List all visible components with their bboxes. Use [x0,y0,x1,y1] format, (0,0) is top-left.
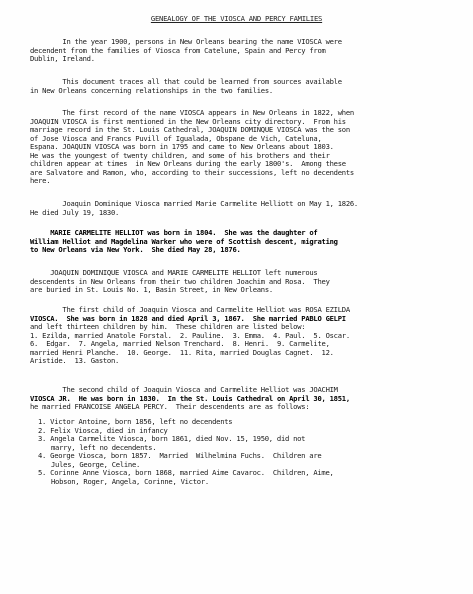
text-line: married Henri Planche. 10. George. 11. Rita, married Douglas Cagnet. 12. [30,347,334,357]
list-item: 2. Felix Viosca, died in infancy [38,425,168,435]
descendents-list [38,418,440,486]
text-line: Dublin, Ireland. [30,54,95,63]
text-line: decendent from the families of Viosca from Catelune, Spain and Percy from [30,45,326,55]
text-line: Aristide. 13. Gaston. [30,356,120,365]
paragraph-first-record [30,109,440,186]
text-line: Espana. JOAQUIN VIOSCA was born in 1795 and came to New Orleans about 1803. [30,142,334,151]
text-line: are buried in St. Louis No. 1, Basin Street, in New Orleans. [30,285,273,294]
text-line: The second child of Joaquin Viosca and Carmelite Helliot was JOACHIM [30,385,338,394]
text-line: in New Orleans concerning relationships in the two families. [30,85,273,95]
paragraph-first-child [30,306,440,366]
paragraph-intro [30,38,440,64]
document-title: GENEALOGY OF THE VIOSCA AND PERCY FAMILIES [150,14,323,23]
text-line: and left thirteen children by him. These children are listed below: [30,322,306,331]
text-line: he married FRANCOISE ANGELA PERCY. Their descendents are as follows: [30,402,310,411]
list-item: 4. George Viosca, born 1857. Married Wilhelmina Fuchs. Children are [38,451,322,460]
list-item: 3. Angela Carmelite Viosca, born 1861, died Nov. 15, 1950, did not [38,434,306,443]
text-line: He was the youngest of twenty children, and some of his brothers and their [30,150,330,160]
paragraph-scope [30,78,440,95]
text-line: JOAQUIN VIOSCA is first mentioned in the New Orleans city directory. From his [30,116,346,126]
text-line: He died July 19, 1830. [30,207,120,217]
text-line: are Salvatore and Ramon, who, according to their successions, left no decendents [30,167,354,177]
text-line: MARIE CARMELITE HELLIOT was born in 1804. She was the daughter of [30,228,318,237]
list-item-continuation: marry, left no decendents. [51,442,157,452]
text-line: VIOSCA. She was born in 1828 and died April 3, 1867. She married PABLO GELPI [30,313,346,323]
text-line: William Helliot and Magdelina Warker who were of Scottish descent, migrating [30,236,338,246]
paragraph-marie-helliot [30,229,440,255]
text-line: This document traces all that could be learned from sources available [30,77,342,86]
text-line: children appear at times in New Orleans during the early 1800's. Among these [30,159,346,168]
text-line: VIOSCA JR. He was born in 1830. In the St. Louis Cathedral on April 30, 1851, [30,393,350,403]
text-line: JOAQUIN DOMINIQUE VIOSCA and MARIE CARMELITE HELLIOT left numerous [30,268,318,277]
list-item: 1. Victor Antoine, born 1856, left no decendents [38,417,233,426]
paragraph-descendents [30,269,440,295]
text-line: The first record of the name VIOSCA appears in New Orleans in 1822, when [30,108,354,117]
text-line: 1. Ezilda, married Anatole Forstal. 2. Pauline. 3. Emma. 4. Paul. 5. Oscar. [30,330,350,340]
text-line: The first child of Joaquin Viosca and Carmelite Helliot was ROSA EZILDA [30,305,350,314]
text-line: of Jose Viosca and Francs Puvill of Igualada, Obspane de Vich, Cateluna, [30,133,322,143]
list-item: 5. Corinne Anne Viosca, born 1868, married Aime Cavaroc. Children, Aime, [38,468,334,477]
text-line: marriage record in the St. Louis Cathedral, JOAQUIN DOMINQUE VIOSCA was the son [30,125,350,134]
list-item-continuation: Jules, George, Celine. [51,459,141,469]
text-line: here. [30,176,51,185]
text-line: descendents in New Orleans from their two children Joachim and Rosa. They [30,276,330,286]
text-line: In the year 1900, persons in New Orleans bearing the name VIOSCA were [30,37,342,46]
text-line: Joaquin Dominique Viosca married Marie Carmelite Helliott on May 1, 1826. [30,199,358,208]
paragraph-second-child [30,386,440,412]
list-item-continuation: Hobson, Roger, Angela, Corinne, Victor. [51,476,209,486]
text-line: to New Orleans via New York. She died May 28, 1876. [30,245,241,254]
paragraph-marriage [30,200,440,217]
text-line: 6. Edgar. 7. Angela, married Nelson Trenchard. 8. Henri. 9. Carmelite, [30,339,330,348]
